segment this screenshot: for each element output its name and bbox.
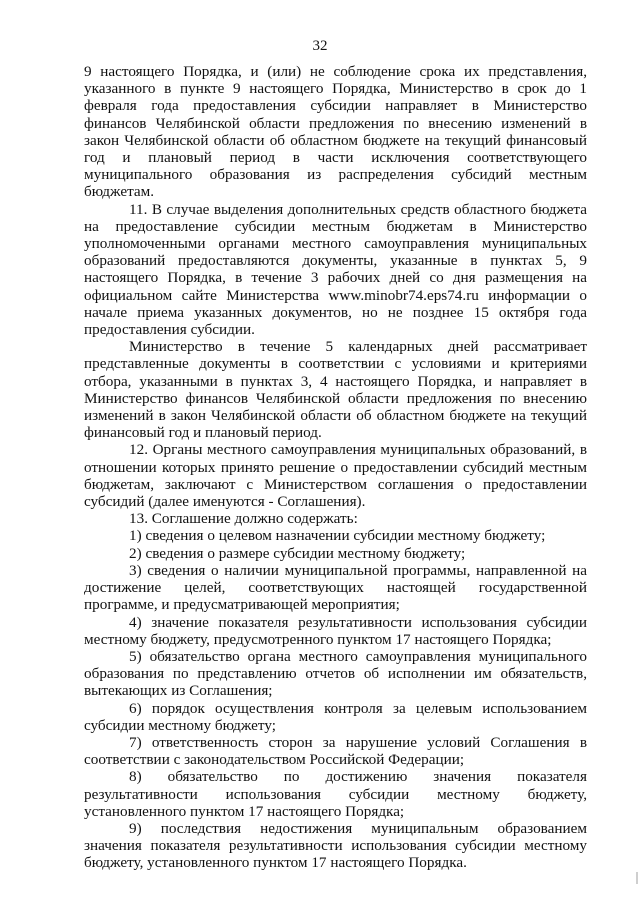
scan-edge-mark [636, 872, 638, 884]
paragraph: 2) сведения о размере субсидии местному бюджету; [129, 544, 466, 562]
document-body [84, 63, 587, 872]
paragraph: 1) сведения о целевом назначении субсидии местному бюджету; [129, 527, 546, 545]
page-number: 32 [312, 38, 328, 54]
paragraph: 6) порядок осуществления контроля за целевым использованием субсидии местному бюджету; [84, 699, 587, 734]
paragraph: 7) ответственность сторон за нарушение условий Соглашения в соответствии с законодательством Российской Федерации; [84, 733, 587, 769]
paragraph: 13. Соглашение должно содержать: [129, 510, 358, 528]
paragraph: 9) последствия недостижения муниципальным образованием значения показателя результативности использования субсидии местному бюджету, установленного пунктом 17 настоящего Порядка. [84, 819, 587, 872]
paragraph: 9 настоящего Порядка, и (или) не соблюдение срока их представления, указанного в пункте 9 настоящего Порядка, Министерство в срок до 1 февраля года предоставления субсидии направляет в Министерство финансов Челябинской области предложения по внесению изменений в закон Челябинской области об областном бюджете на текущий финансовый год и плановый период в части исключения соответствующего муниципального образования из распределения субсидий местным бюджетам. [84, 63, 587, 201]
paragraph: 11. В случае выделения дополнительных средств областного бюджета на предоставление субсидии местным бюджетам в Министерство уполномоченными органами местного самоуправления муниципальных образований предоставляются документы, указанные в пунктах 5, 9 настоящего Порядка, в течение 3 рабочих дней со дня размещения на официальном сайте Министерства www.minobr74.eps74.ru информации о начале приема указанных документов, но не позднее 15 октября года предоставления субсидии. [84, 200, 587, 339]
paragraph: 5) обязательство органа местного самоуправления муниципального образования по представлению отчетов об исполнении им обязательств, вытекающих из Соглашения; [84, 647, 587, 700]
paragraph: 8) обязательство по достижению значения показателя результативности использования субсидии местному бюджету, установленного пунктом 17 настоящего Порядка; [84, 768, 587, 820]
paragraph: 12. Органы местного самоуправления муниципальных образований, в отношении которых принято решение о предоставлении субсидий местным бюджетам, заключают с Министерством соглашения о предоставлении субсидий (далее именуются - Соглашения). [84, 441, 587, 511]
paragraph: 4) значение показателя результативности использования субсидии местному бюджету, предусмотренного пунктом 17 настоящего Порядка; [84, 613, 587, 648]
paragraph: Министерство в течение 5 календарных дней рассматривает представленные документы в соответствии с условиями и критериями отбора, указанными в пунктах 3, 4 настоящего Порядка, и направляет в Министерство финансов Челябинской области предложения по внесению изменений в закон Челябинской области об областном бюджете на текущий финансовый год и плановый период. [84, 338, 587, 442]
paragraph: 3) сведения о наличии муниципальной программы, направленной на достижение целей, соответствующих настоящей государственной программе, и предусматривающей мероприятия; [84, 561, 587, 614]
